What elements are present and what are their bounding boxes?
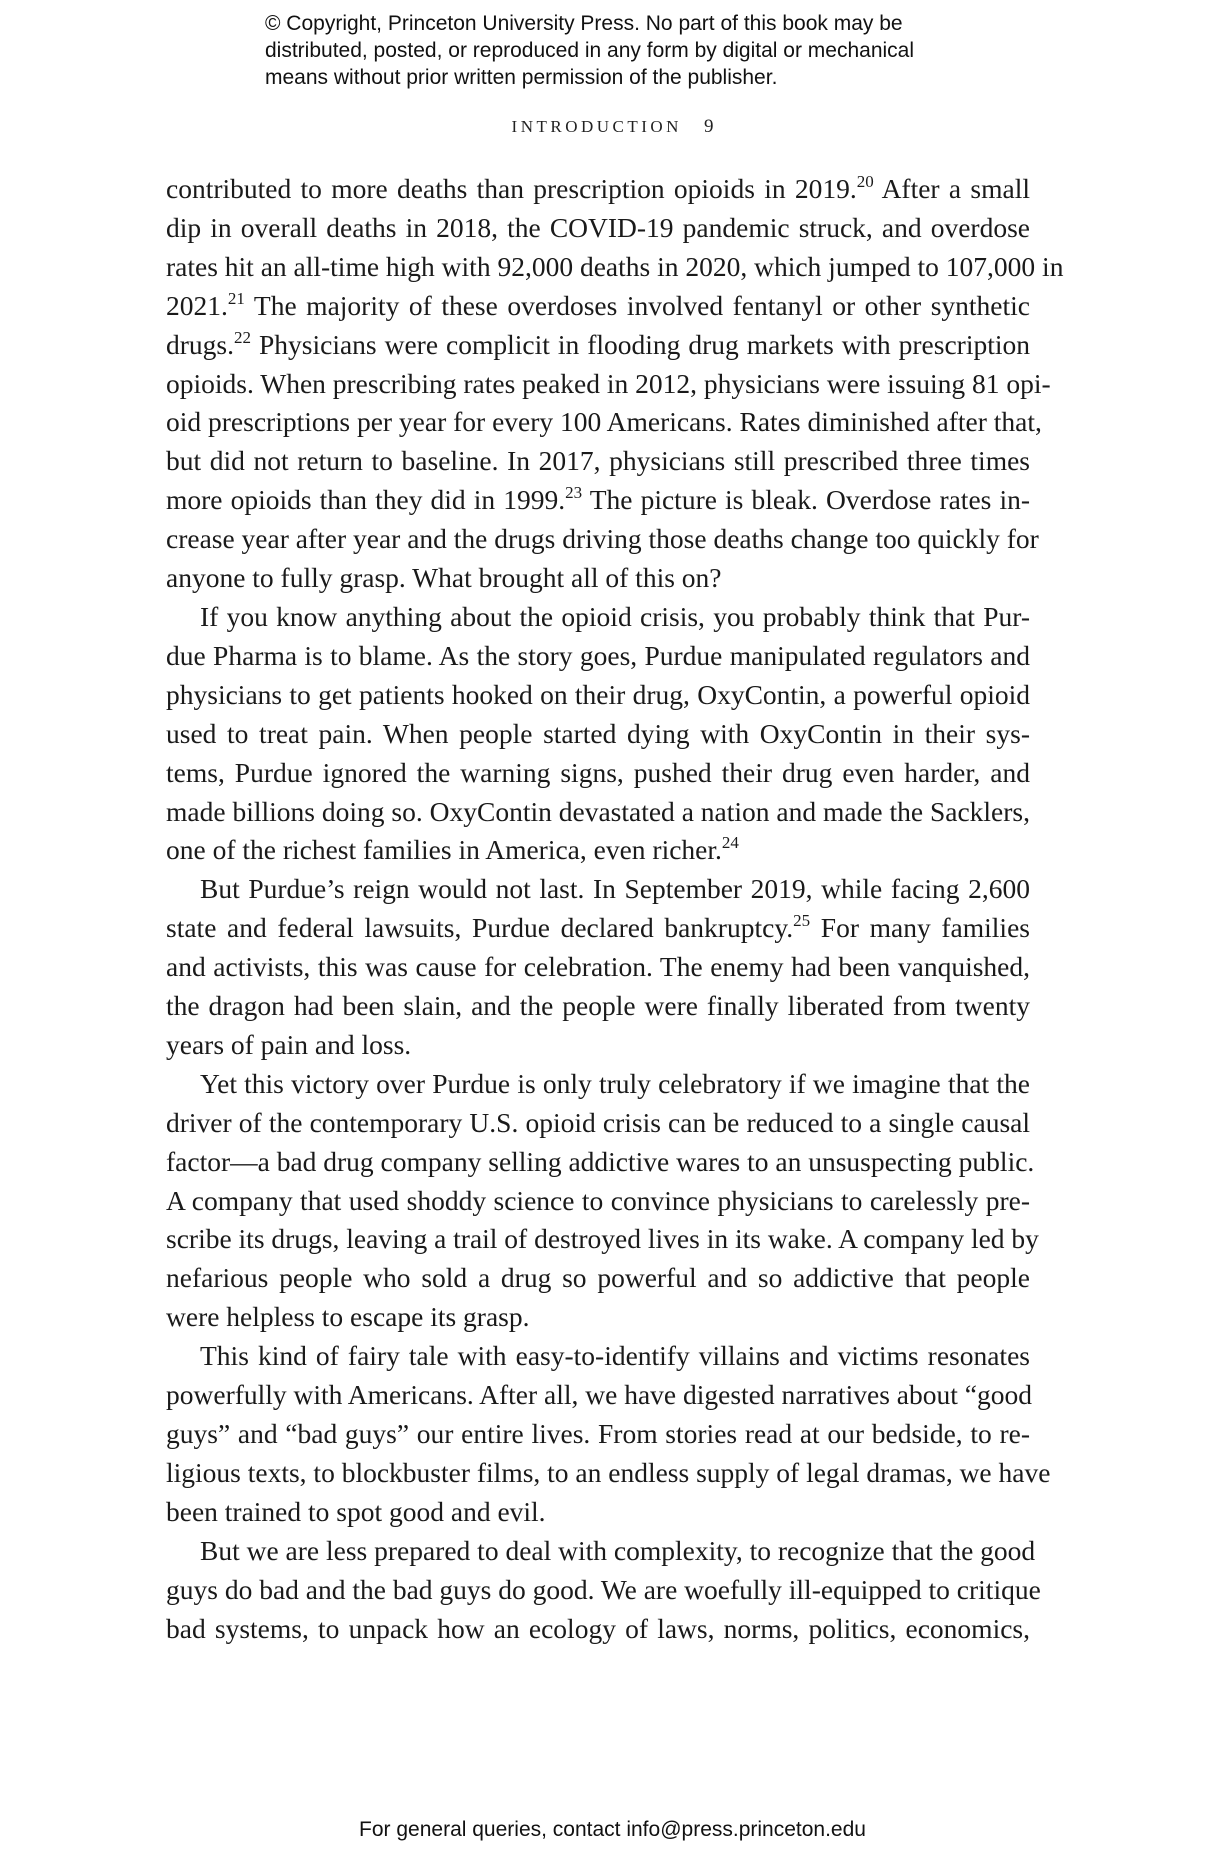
text-line: scribe its drugs, leaving a trail of destroyed lives in its wake. A company led by [166,1223,1039,1255]
text-line: rates hit an all-time high with 92,000 deaths in 2020, which jumped to 107,000 in [166,250,1064,282]
text-line: were helpless to escape its grasp. [166,1301,530,1333]
text-line [166,326,1030,365]
text-segment: state and federal lawsuits, Purdue declared bankruptcy. [166,912,794,944]
text-line: years of pain and loss. [166,1028,412,1060]
text-segment: After a small [873,173,1030,204]
text-line: guys” and “bad guys” our entire lives. From stories read at our bedside, to re- [166,1418,1030,1449]
text-line: driver of the contemporary U.S. opioid crisis can be reduced to a single causal [166,1106,1030,1138]
text-segment: contributed to more deaths than prescription opioids in 2019. [166,173,857,204]
text-line [166,170,1030,209]
text-line [166,831,1030,870]
text-segment: more opioids than they did in 1999. [166,484,566,516]
text-line: opioids. When prescribing rates peaked in 2012, physicians were issuing 81 opi- [166,367,1051,399]
footnote-ref: 24 [721,833,739,853]
text-line: nefarious people who sold a drug so powerful and so addictive that people [166,1262,1030,1294]
text-line: been trained to spot good and evil. [166,1495,546,1527]
text-line [166,909,1030,948]
text-line: guys do bad and the bad guys do good. We are woefully ill-equipped to critique [166,1573,1041,1605]
footnote-ref: 20 [856,172,874,191]
page-number: 9 [703,116,714,137]
text-line: the dragon had been slain, and the people were finally liberated from twenty [166,990,1030,1022]
body-text [166,170,1064,1648]
text-line: This kind of fairy tale with easy-to-identify villains and victims resonates [200,1340,1030,1372]
footer-contact: For general queries, contact info@press.princeton.edu [359,1818,866,1841]
footnote-ref: 22 [234,327,251,347]
text-line [166,287,1030,326]
text-line: dip in overall deaths in 2018, the COVID-19 pandemic struck, and overdose [166,211,1030,243]
text-line: ligious texts, to blockbuster films, to an endless supply of legal dramas, we have [166,1456,1051,1488]
chapter-title: INTRODUCTION [511,117,682,136]
footnote-ref: 23 [565,483,583,503]
text-line: Yet this victory over Purdue is only truly celebratory if we imagine that the [200,1067,1030,1099]
text-segment: drugs. [166,328,234,360]
text-line: A company that used shoddy science to convince physicians to carelessly pre- [166,1184,1030,1216]
text-line: and activists, this was cause for celebration. The enemy had been vanquished, [166,951,1030,983]
text-line: But Purdue’s reign would not last. In September 2019, while facing 2,600 [200,873,1030,905]
text-segment: The picture is bleak. Overdose rates in- [582,484,1030,516]
text-line: bad systems, to unpack how an ecology of laws, norms, politics, economics, [166,1612,1030,1644]
text-line: but did not return to baseline. In 2017, physicians still prescribed three times [166,445,1030,477]
text-segment: For many families [810,912,1030,944]
copyright-line: means without prior written permission of the publisher. [265,66,778,89]
footnote-ref: 21 [227,288,245,308]
text-line: physicians to get patients hooked on their drug, OxyContin, a powerful opioid [166,678,1030,710]
running-head [0,116,1225,138]
text-line: factor—a bad drug company selling addictive wares to an unsuspecting public. [166,1145,1035,1177]
text-line: used to treat pain. When people started dying with OxyContin in their sys- [166,717,1030,749]
copyright-line: distributed, posted, or reproduced in any form by digital or mechanical [265,39,915,62]
text-segment: 2021. [166,289,228,321]
text-line: If you know anything about the opioid crisis, you probably think that Pur- [200,600,1030,632]
copyright-line: © Copyright, Princeton University Press. No part of this book may be [265,12,903,35]
text-line [166,481,1030,520]
text-line: tems, Purdue ignored the warning signs, pushed their drug even harder, and [166,756,1030,788]
text-line: made billions doing so. OxyContin devastated a nation and made the Sacklers, [166,795,1030,827]
text-line: powerfully with Americans. After all, we have digested narratives about “good [166,1379,1032,1411]
text-line: anyone to fully grasp. What brought all of this on? [166,562,722,594]
text-line: due Pharma is to blame. As the story goes, Purdue manipulated regulators and [166,639,1030,671]
text-line: oid prescriptions per year for every 100 Americans. Rates diminished after that, [166,406,1042,438]
copyright-notice [265,10,1025,91]
text-segment: Physicians were complicit in flooding drug markets with prescription [251,328,1030,360]
text-line: crease year after year and the drugs driving those deaths change too quickly for [166,523,1039,555]
text-segment: one of the richest families in America, even richer. [166,834,722,866]
text-line: But we are less prepared to deal with complexity, to recognize that the good [200,1534,1036,1566]
footnote-ref: 25 [793,911,811,931]
text-segment: The majority of these overdoses involved fentanyl or other synthetic [244,289,1030,321]
